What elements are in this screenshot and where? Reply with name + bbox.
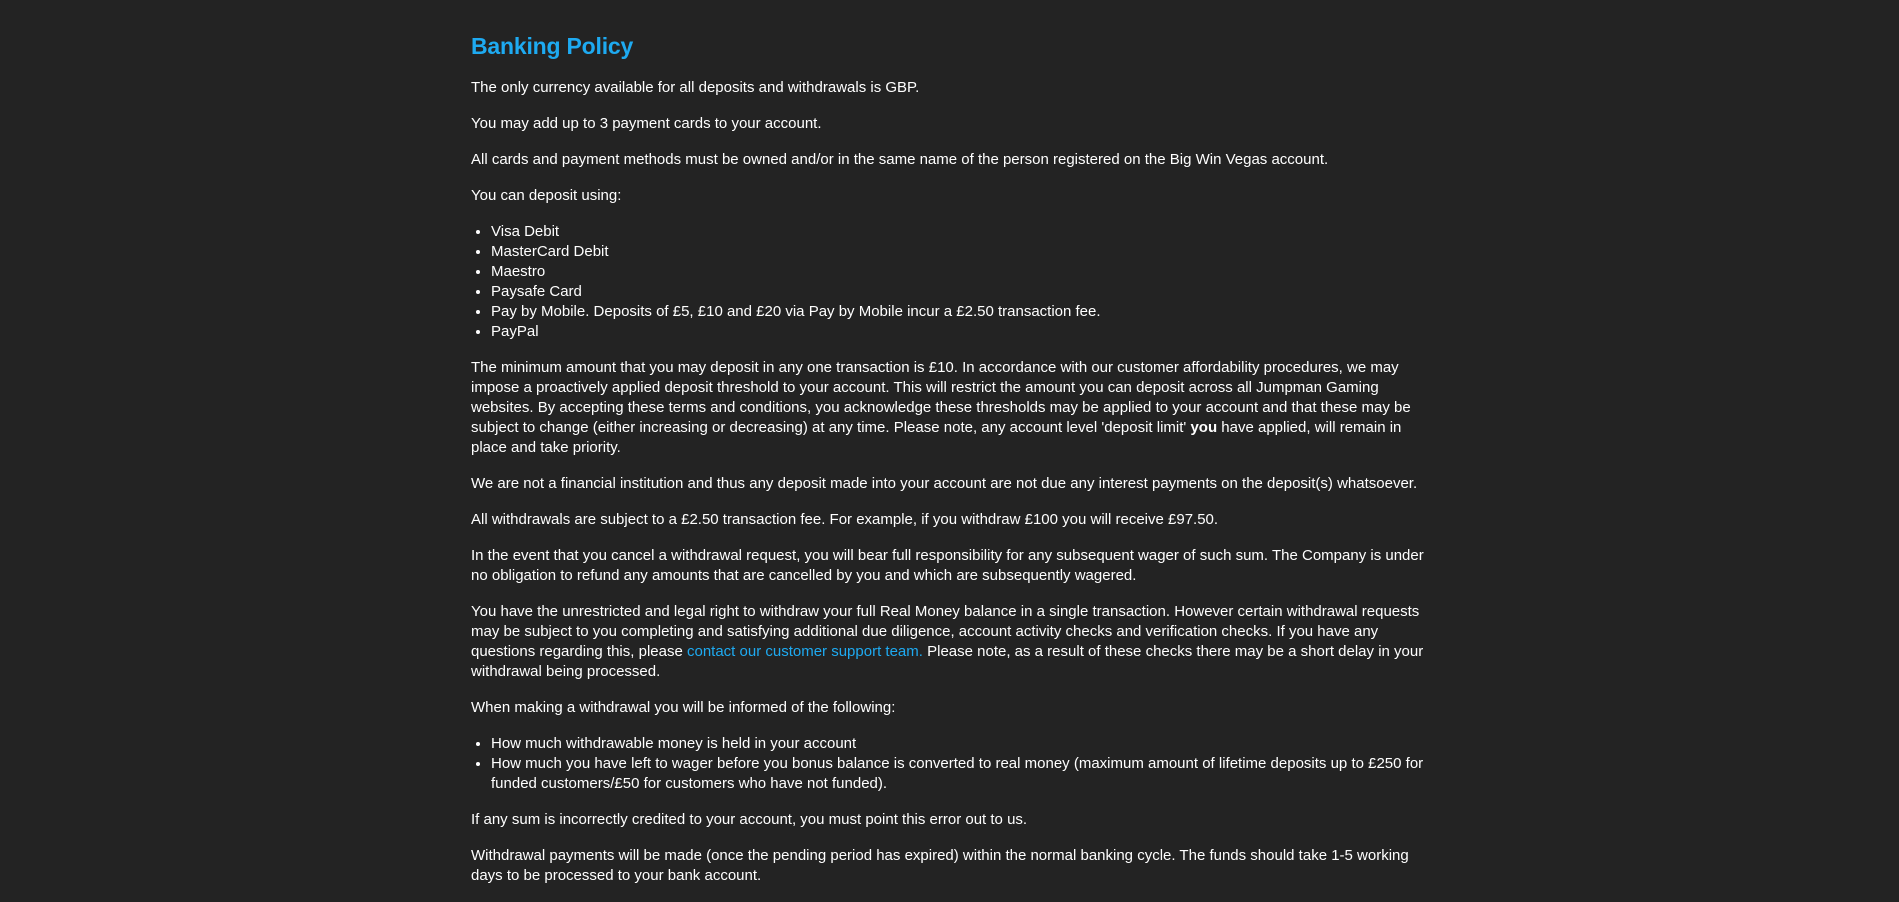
withdrawal-payments-paragraph: Withdrawal payments will be made (once the pending period has expired) within the normal banking cycle. The funds should take 1-5 working days to be processed to your bank account. [471,847,1409,884]
cancel-withdrawal-paragraph: In the event that you cancel a withdrawal request, you will bear full responsibility for any subsequent wager of such sum. The Company is under no obligation to refund any amounts that are cancelled by you and which are subsequently wagered. [471,547,1424,584]
interest-paragraph: We are not a financial institution and thus any deposit made into your account are not due any interest payments on the deposit(s) whatsoever. [471,475,1418,492]
currency-paragraph: The only currency available for all deposits and withdrawals is GBP. [471,79,920,96]
min-deposit-text-end: have applied, will remain in place and take priority. [471,419,1402,456]
withdraw-right-text-end: Please note, as a result of these checks there may be a short delay in your withdrawal being processed. [471,643,1424,680]
cards-paragraph: You may add up to 3 payment cards to your account. [471,115,822,132]
page-title: Banking Policy [471,33,634,59]
min-deposit-paragraph [471,358,1427,458]
deposit-methods-list [471,222,1427,342]
list-item: • MasterCard Debit [491,242,1427,262]
informed-paragraph: When making a withdrawal you will be informed of the following: [471,699,896,716]
list-item: • Maestro [491,262,1427,282]
emphasis-you: you [1190,419,1218,436]
list-item: • Visa Debit [491,222,1427,242]
list-item: • PayPal [491,322,1427,342]
list-item: • Pay by Mobile. Deposits of £5, £10 and £20 via Pay by Mobile incur a £2.50 transaction fee. [491,302,1427,322]
min-deposit-text: The minimum amount that you may deposit in any one transaction is £10. In accordance with our customer affordability procedures, we may impose a proactively applied deposit threshold to your account. This will restrict the amount you can deposit across all Jumpman Gaming websites. By accepting these terms and conditions, you acknowledge these thresholds may be applied to your account and that these may be subject to change (either increasing or decreasing) at any time. Please note, any account level 'deposit limit' [471,359,1411,436]
withdrawal-info-list [471,734,1427,794]
contact-support-link[interactable]: contact our customer support team. [686,643,923,660]
withdraw-right-paragraph [471,602,1427,682]
list-item: • How much withdrawable money is held in your account [491,734,1427,754]
list-item: • How much you have left to wager before you bonus balance is converted to real money (maximum amount of lifetime deposits up to £250 for funded customers/£50 for customers who have not funded). [491,754,1427,794]
incorrect-credit-paragraph: If any sum is incorrectly credited to your account, you must point this error out to us. [471,811,1028,828]
deposit-using-paragraph: You can deposit using: [471,187,622,204]
withdraw-right-text: You have the unrestricted and legal right to withdraw your full Real Money balance in a single transaction. However certain withdrawal requests may be subject to you completing and satisfying additional due diligence, account activity checks and verification checks. If you have any questions regarding this, please [471,603,1420,660]
withdrawal-fee-paragraph: All withdrawals are subject to a £2.50 transaction fee. For example, if you withdraw £100 you will receive £97.50. [471,511,1219,528]
list-item: • Paysafe Card [491,282,1427,302]
banking-policy-content [471,28,1427,902]
ownership-paragraph: All cards and payment methods must be owned and/or in the same name of the person registered on the Big Win Vegas account. [471,151,1329,168]
